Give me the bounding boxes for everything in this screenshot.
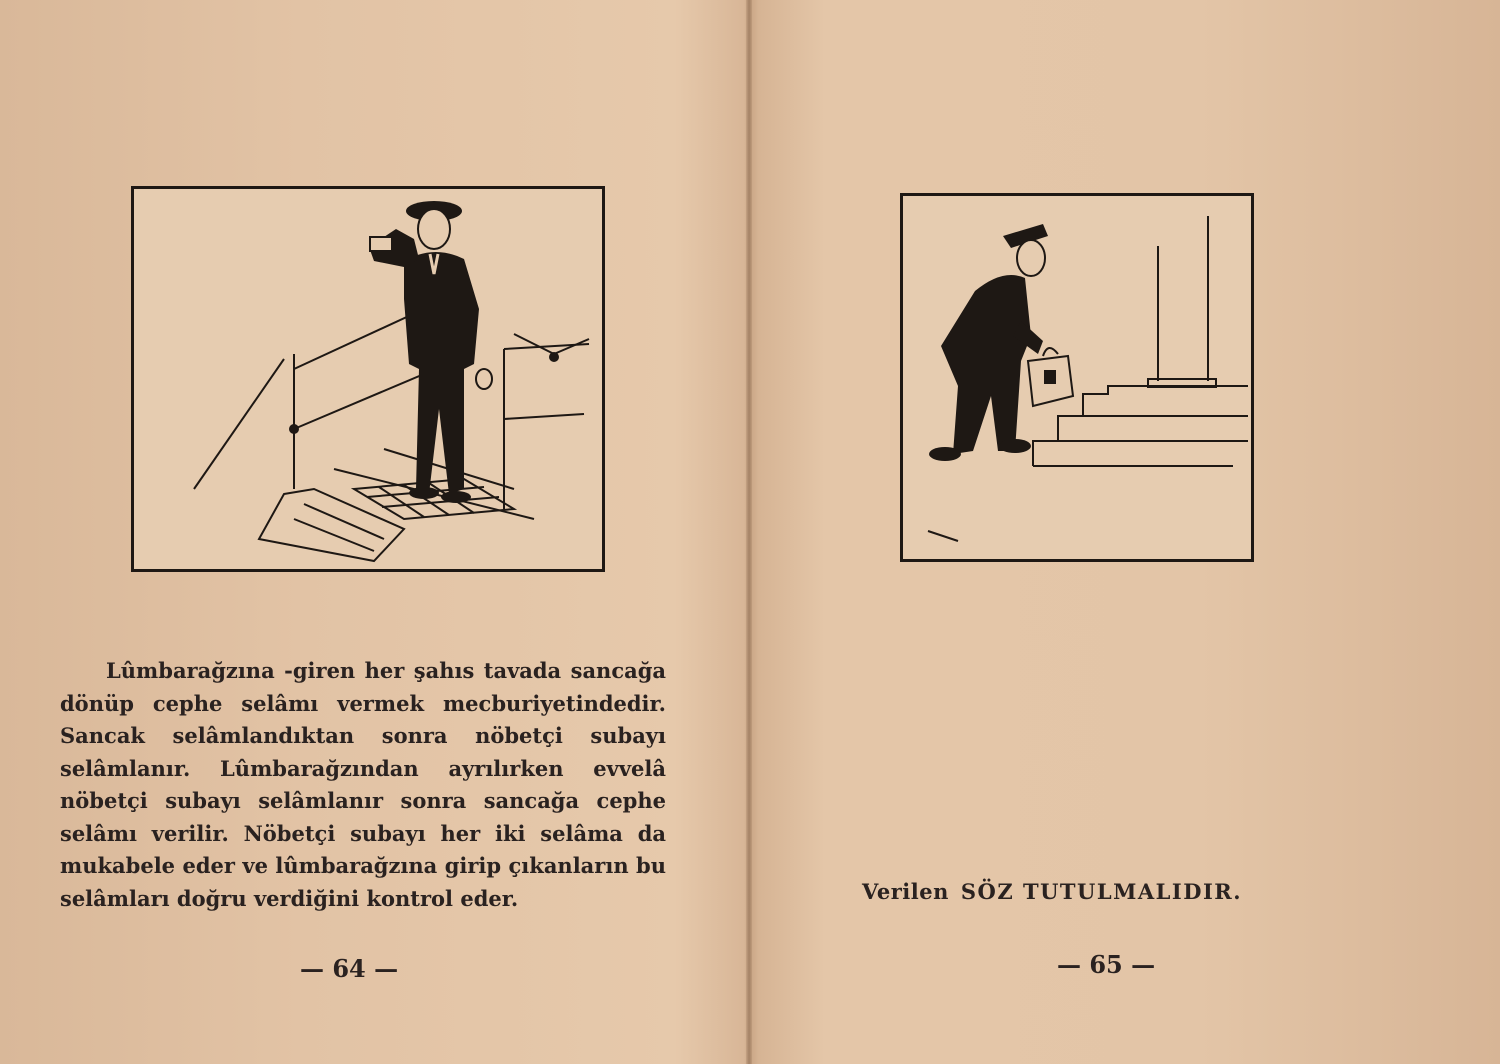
right-page [752, 0, 1500, 1064]
motto-caps: SÖZ TUTULMALIDIR. [960, 879, 1243, 904]
officer-climbing-stairs-illustration [900, 193, 1254, 562]
body-paragraph: Lûmbarağzına -giren her şahıs tavada sancağa dönüp cephe selâmı vermek mecburiyetindedir. Sancak selâmlandıktan sonra nöbetçi subayı selâmlanır. Lûmbarağzından ayrılırken evvelâ nöbetçi subayı selâmlanır sonra sancağa cephe selâmı verilir. Nöbetçi subayı her iki selâma da mukabele eder ve lûmbarağzına girip çıkanların bu selâmları doğru verdiğini kontrol eder. [60, 658, 666, 911]
motto-prefix: Verilen [862, 879, 949, 904]
page-number-right: — 65 — [1057, 950, 1156, 979]
saluting-officer-illustration [131, 186, 605, 572]
motto-line [862, 879, 1262, 904]
page-number-left: — 64 — [300, 954, 399, 983]
left-page [0, 0, 748, 1064]
